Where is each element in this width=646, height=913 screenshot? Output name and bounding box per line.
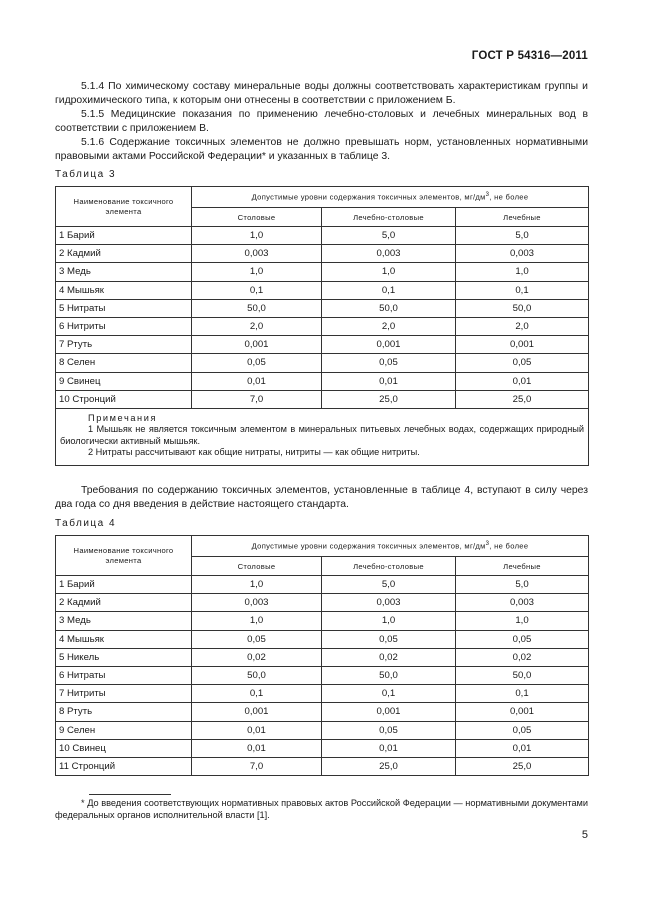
paragraph-5-1-5: 5.1.5 Медицинские показания по применению лечебно-столовых и лечебных минеральных вод в соответствии с приложением В. xyxy=(55,109,588,134)
table4-header-name: Наименование токсичного элемента xyxy=(56,536,192,576)
table-row xyxy=(56,372,589,390)
table-row xyxy=(56,703,589,721)
value-cell: 0,001 xyxy=(322,703,456,721)
table-row xyxy=(56,336,589,354)
table-row xyxy=(56,630,589,648)
value-cell: 0,05 xyxy=(456,354,589,372)
element-name-cell: 5 Никель xyxy=(56,648,192,666)
element-name-cell: 7 Ртуть xyxy=(56,336,192,354)
table-row xyxy=(56,263,589,281)
table3-header-lechebno-stolovye: Лечебно-столовые xyxy=(322,208,456,227)
value-cell: 0,02 xyxy=(456,648,589,666)
value-cell: 5,0 xyxy=(456,576,589,594)
table-row xyxy=(56,666,589,684)
value-cell: 50,0 xyxy=(456,666,589,684)
table3-caption: Таблица 3 xyxy=(55,169,117,180)
value-cell: 5,0 xyxy=(322,227,456,245)
value-cell: 0,01 xyxy=(192,372,322,390)
table-row xyxy=(56,594,589,612)
table3 xyxy=(55,186,589,466)
table4-header-lechebno-stolovye: Лечебно-столовые xyxy=(322,557,456,576)
table3-header-stolovye: Столовые xyxy=(192,208,322,227)
table-row xyxy=(56,721,589,739)
note-2: 2 Нитраты рассчитывают как общие нитраты, нитриты — как общие нитриты. xyxy=(88,447,420,458)
value-cell: 0,01 xyxy=(322,372,456,390)
value-cell: 50,0 xyxy=(192,299,322,317)
value-cell: 5,0 xyxy=(456,227,589,245)
value-cell: 0,001 xyxy=(322,336,456,354)
table-row xyxy=(56,685,589,703)
element-name-cell: 6 Нитриты xyxy=(56,317,192,335)
table-row xyxy=(56,757,589,775)
value-cell: 0,05 xyxy=(456,721,589,739)
value-cell: 25,0 xyxy=(322,390,456,408)
value-cell: 1,0 xyxy=(456,263,589,281)
value-cell: 7,0 xyxy=(192,390,322,408)
table-row xyxy=(56,281,589,299)
value-cell: 50,0 xyxy=(322,666,456,684)
element-name-cell: 9 Свинец xyxy=(56,372,192,390)
value-cell: 2,0 xyxy=(322,317,456,335)
value-cell: 1,0 xyxy=(322,612,456,630)
element-name-cell: 9 Селен xyxy=(56,721,192,739)
paragraph-5-1-4: 5.1.4 По химическому составу минеральные воды должны соответствовать характеристикам группы и гидрохимического типа, к которым они отнесены в соответствии с приложением Б. xyxy=(55,81,588,106)
value-cell: 50,0 xyxy=(456,299,589,317)
table4-header-stolovye: Столовые xyxy=(192,557,322,576)
paragraph-5-1-6: 5.1.6 Содержание токсичных элементов не должно превышать норм, установленных нормативными правовыми актами Российской Федерации* и указанных в таблице 3. xyxy=(55,137,588,162)
value-cell: 0,003 xyxy=(192,245,322,263)
table3-header-name: Наименование токсичного элемента xyxy=(56,187,192,227)
element-name-cell: 1 Барий xyxy=(56,576,192,594)
value-cell: 2,0 xyxy=(456,317,589,335)
table3-header-main: Допустимые уровни содержания токсичных элементов, $мг/дм^3$, не более xyxy=(192,187,589,208)
value-cell: 0,1 xyxy=(322,281,456,299)
element-name-cell: 7 Нитриты xyxy=(56,685,192,703)
value-cell: 5,0 xyxy=(322,576,456,594)
table-row xyxy=(56,739,589,757)
value-cell: 25,0 xyxy=(456,390,589,408)
value-cell: 25,0 xyxy=(322,757,456,775)
table3-notes-row xyxy=(56,408,589,465)
element-name-cell: 2 Кадмий xyxy=(56,594,192,612)
value-cell: 25,0 xyxy=(456,757,589,775)
value-cell: 1,0 xyxy=(192,576,322,594)
value-cell: 0,02 xyxy=(192,648,322,666)
page-number: 5 xyxy=(581,829,588,841)
value-cell: 0,1 xyxy=(192,281,322,299)
element-name-cell: 2 Кадмий xyxy=(56,245,192,263)
value-cell: 2,0 xyxy=(192,317,322,335)
value-cell: 1,0 xyxy=(322,263,456,281)
element-name-cell: 4 Мышьяк xyxy=(56,281,192,299)
value-cell: 1,0 xyxy=(192,227,322,245)
table4 xyxy=(55,535,589,776)
table-row xyxy=(56,648,589,666)
value-cell: 0,05 xyxy=(192,354,322,372)
element-name-cell: 4 Мышьяк xyxy=(56,630,192,648)
value-cell: 0,003 xyxy=(456,594,589,612)
table4-header-lechebnye: Лечебные xyxy=(456,557,589,576)
value-cell: 0,001 xyxy=(456,336,589,354)
element-name-cell: 3 Медь xyxy=(56,263,192,281)
footnote: * До введения соответствующих нормативных правовых актов Российской Федерации — нормативными документами федеральных органов исполнительной власти [1]. xyxy=(55,798,588,820)
element-name-cell: 11 Стронций xyxy=(56,757,192,775)
value-cell: 0,05 xyxy=(322,721,456,739)
value-cell: 0,001 xyxy=(192,336,322,354)
table4-header-row xyxy=(56,536,589,557)
table4-header-main: Допустимые уровни содержания токсичных элементов, $мг/дм^3$, не более xyxy=(192,536,589,557)
element-name-cell: 6 Нитраты xyxy=(56,666,192,684)
value-cell: 0,003 xyxy=(322,245,456,263)
value-cell: 0,05 xyxy=(322,630,456,648)
value-cell: 0,001 xyxy=(192,703,322,721)
value-cell: 1,0 xyxy=(192,263,322,281)
element-name-cell: 8 Селен xyxy=(56,354,192,372)
value-cell: 50,0 xyxy=(322,299,456,317)
table-row xyxy=(56,245,589,263)
table-row xyxy=(56,354,589,372)
footnote-separator xyxy=(89,794,171,795)
value-cell: 1,0 xyxy=(456,612,589,630)
element-name-cell: 10 Стронций xyxy=(56,390,192,408)
table3-body xyxy=(56,227,589,409)
value-cell: 0,01 xyxy=(456,739,589,757)
table3-header-lechebnye: Лечебные xyxy=(456,208,589,227)
element-name-cell: 10 Свинец xyxy=(56,739,192,757)
value-cell: 0,01 xyxy=(192,739,322,757)
table-row xyxy=(56,317,589,335)
element-name-cell: 5 Нитраты xyxy=(56,299,192,317)
value-cell: 0,003 xyxy=(322,594,456,612)
value-cell: 0,003 xyxy=(456,245,589,263)
value-cell: 0,001 xyxy=(456,703,589,721)
table-row xyxy=(56,227,589,245)
value-cell: 7,0 xyxy=(192,757,322,775)
value-cell: 0,05 xyxy=(192,630,322,648)
value-cell: 0,1 xyxy=(456,685,589,703)
table3-notes xyxy=(56,408,589,465)
table-row xyxy=(56,299,589,317)
element-name-cell: 1 Барий xyxy=(56,227,192,245)
note-1: 1 Мышьяк не является токсичным элементом в минеральных питьевых лечебных водах, содержащих природный биологически активный мышьяк. xyxy=(60,424,584,446)
table-row xyxy=(56,612,589,630)
value-cell: 0,01 xyxy=(322,739,456,757)
value-cell: 0,1 xyxy=(456,281,589,299)
document-header: ГОСТ Р 54316—2011 xyxy=(471,50,588,62)
table4-body xyxy=(56,576,589,776)
value-cell: 1,0 xyxy=(192,612,322,630)
element-name-cell: 3 Медь xyxy=(56,612,192,630)
table3-header-row xyxy=(56,187,589,208)
table4-caption: Таблица 4 xyxy=(55,518,117,529)
paragraph-table4-requirements: Требования по содержанию токсичных элементов, установленные в таблице 4, вступают в силу через два года со дня введения в действие настоящего стандарта. xyxy=(55,485,588,510)
value-cell: 0,003 xyxy=(192,594,322,612)
table-row xyxy=(56,390,589,408)
value-cell: 0,01 xyxy=(456,372,589,390)
value-cell: 0,02 xyxy=(322,648,456,666)
value-cell: 0,01 xyxy=(192,721,322,739)
value-cell: 0,1 xyxy=(322,685,456,703)
value-cell: 0,05 xyxy=(456,630,589,648)
notes-title: Примечания xyxy=(88,412,158,423)
element-name-cell: 8 Ртуть xyxy=(56,703,192,721)
value-cell: 0,1 xyxy=(192,685,322,703)
table-row xyxy=(56,576,589,594)
value-cell: 50,0 xyxy=(192,666,322,684)
value-cell: 0,05 xyxy=(322,354,456,372)
